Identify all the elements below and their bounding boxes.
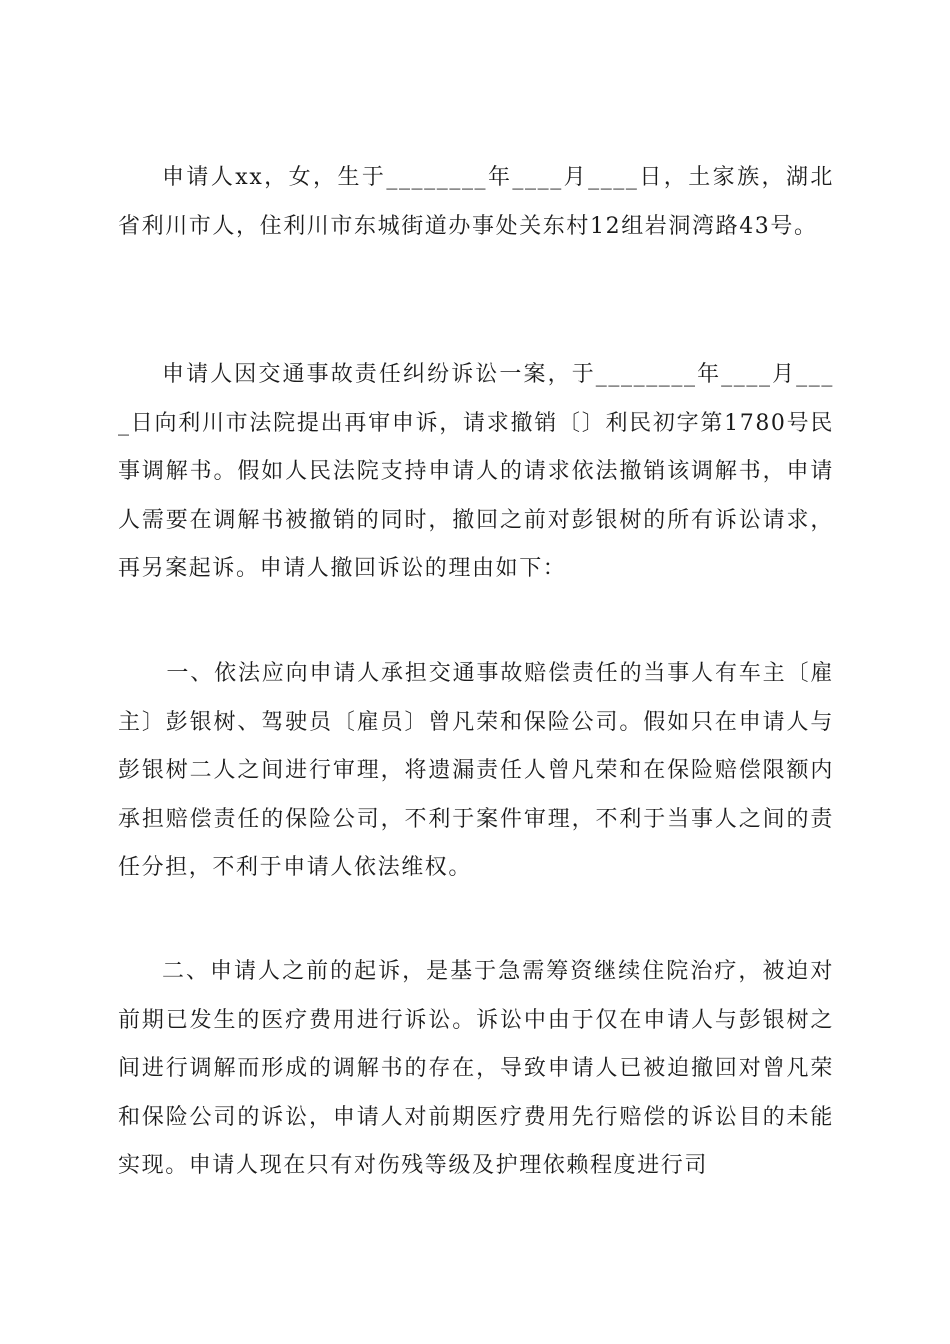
paragraph-reason-one: 一、依法应向申请人承担交通事故赔偿责任的当事人有车主〔雇主〕彭银树、驾驶员〔雇员〕曾凡荣和保险公司。假如只在申请人与彭银树二人之间进行审理，将遗漏责任人曾凡荣和在保险赔偿限额内承担赔偿责任的保险公司，不利于案件审理，不利于当事人之间的责任分担，不利于申请人依法维权。	[118, 661, 834, 880]
paragraph-reason-two: 二、申请人之前的起诉，是基于急需筹资继续住院治疗，被迫对前期已发生的医疗费用进行诉讼。诉讼中由于仅在申请人与彭银树之间进行调解而形成的调解书的存在，导致申请人已被迫撤回对曾凡荣和保险公司的诉讼，申请人对前期医疗费用先行赔偿的诉讼目的未能实现。申请人现在只有对伤残等级及护理依赖程度进行司	[118, 959, 834, 1178]
paragraph-case-statement: 申请人因交通事故责任纠纷诉讼一案，于________年____月____日向利川市法院提出再审申诉，请求撤销〔〕利民初字第1780号民事调解书。假如人民法院支持申请人的请求依法撤销该调解书，申请人需要在调解书被撤销的同时，撤回之前对彭银树的所有诉讼请求，再另案起诉。申请人撤回诉讼的理由如下：	[118, 362, 834, 581]
paragraph-applicant-info: 申请人xx，女，生于________年____月____日，土家族，湖北省利川市人，住利川市东城街道办事处关东村12组岩洞湾路43号。	[118, 165, 834, 239]
